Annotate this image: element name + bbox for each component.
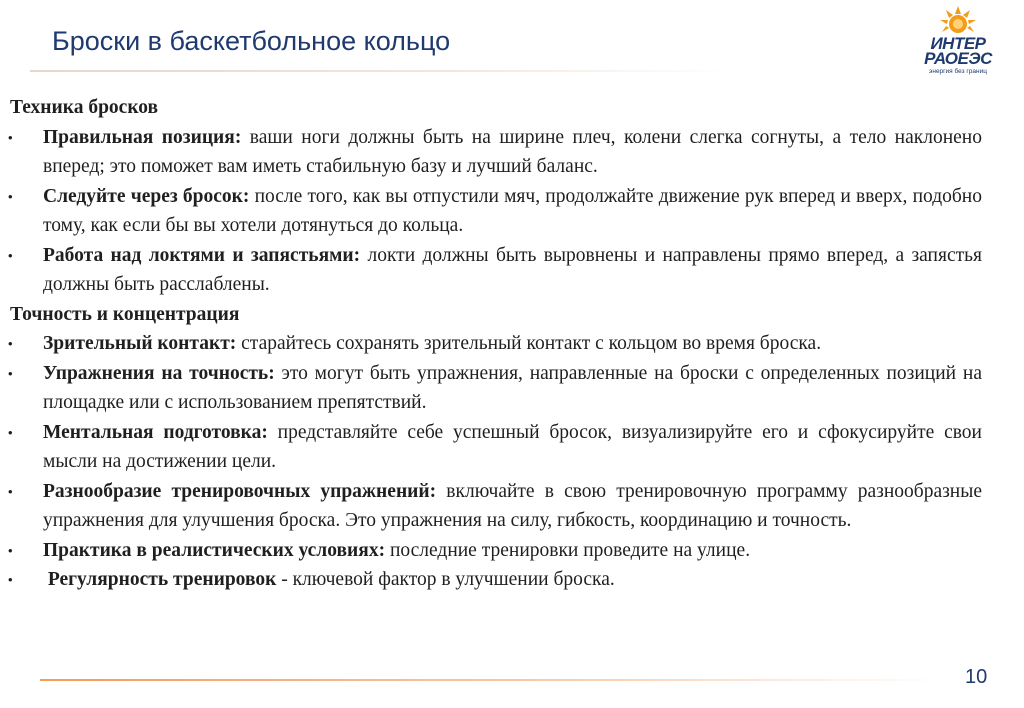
- item-text: последние тренировки проведите на улице.: [385, 539, 751, 561]
- item-text: это могут быть упражнения, направленные на броски с определенных позиций на площадке или с использованием препятствий.: [43, 362, 982, 413]
- section-heading: Точность и концентрация: [10, 303, 240, 325]
- item-term: Ментальная подготовка:: [43, 421, 268, 443]
- item-text: представляйте себе успешный бросок, визуализируйте его и сфокусируйте свои мысли на достижении цели.: [43, 421, 982, 472]
- item-text: локти должны быть выровнены и направлены прямо вперед, а запястья должны быть расслаблены.: [43, 244, 982, 295]
- slide-body: [10, 93, 982, 595]
- bullet-list: [10, 329, 982, 595]
- item-term: Работа над локтями и запястьями:: [43, 244, 361, 266]
- list-item: [10, 241, 982, 300]
- title-divider: [30, 70, 730, 72]
- item-term: Правильная позиция:: [43, 126, 242, 148]
- item-text: включайте в свою тренировочную программу разнообразные упражнения для улучшения броска. Это упражнения на силу, гибкость, координацию и точность.: [43, 480, 982, 531]
- slide-title: Броски в баскетбольное кольцо: [52, 26, 451, 56]
- logo-line-2: РАОЕЭС: [924, 49, 992, 68]
- item-text: ваши ноги должны быть на ширине плеч, колени слегка согнуты, а тело наклонено вперед; это поможет вам иметь стабильную базу и лучший баланс.: [43, 126, 982, 177]
- list-item: [10, 477, 982, 536]
- logo-line-1: ИНТЕР: [930, 34, 986, 53]
- company-logo: [918, 6, 998, 76]
- item-term: Регулярность тренировок: [47, 569, 277, 590]
- item-term: Упражнения на точность:: [43, 362, 275, 384]
- list-item: [10, 536, 982, 566]
- item-text: старайтесь сохранять зрительный контакт с кольцом во время броска.: [236, 333, 822, 354]
- logo-tagline: энергия без границ: [929, 68, 987, 75]
- list-item: [10, 182, 982, 241]
- section-heading: Техника бросков: [10, 97, 159, 118]
- page-number: 10: [965, 666, 988, 688]
- item-term: Разнообразие тренировочных упражнений:: [43, 480, 437, 502]
- item-term: Следуйте через бросок:: [43, 185, 250, 207]
- list-item: [10, 329, 982, 359]
- list-item: [10, 565, 982, 595]
- list-item: [10, 418, 982, 477]
- list-item: [10, 123, 982, 182]
- item-text: после того, как вы отпустили мяч, продолжайте движение рук вперед и вверх, подобно тому, как если бы вы хотели дотянуться до кольца.: [43, 185, 982, 236]
- footer-divider: [40, 679, 940, 681]
- item-term: Практика в реалистических условиях:: [43, 539, 386, 561]
- item-text: - ключевой фактор в улучшении броска.: [276, 569, 615, 590]
- item-term: Зрительный контакт:: [43, 333, 237, 354]
- bullet-list: [10, 123, 982, 300]
- list-item: [10, 359, 982, 418]
